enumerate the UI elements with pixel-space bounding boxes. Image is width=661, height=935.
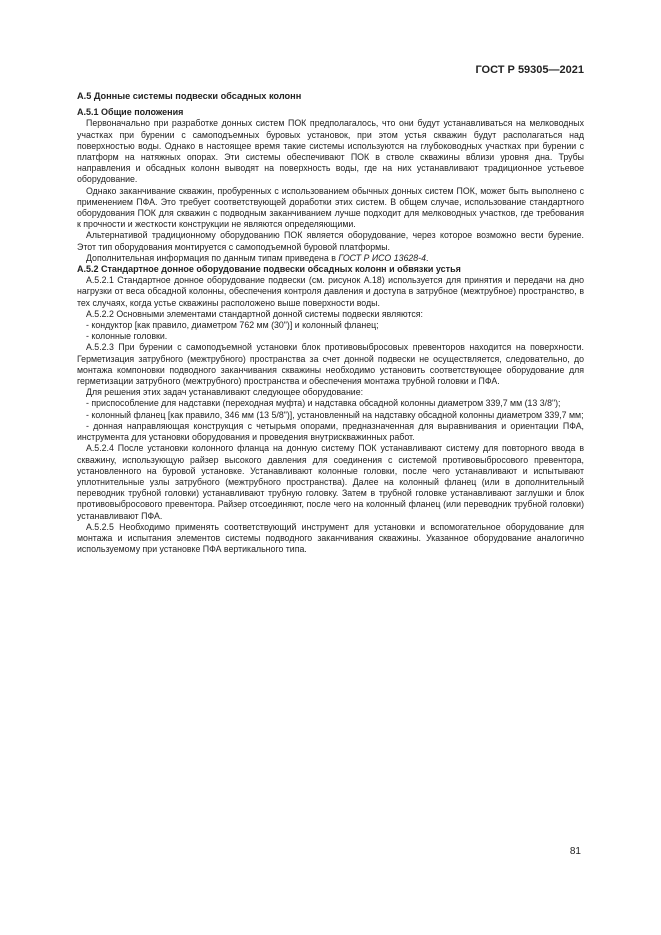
paragraph: - колонные головки.	[86, 331, 168, 342]
paragraph: Первоначально при разработке донных систем ПОК предполагалось, что они будут устанавливаться на мелководных участках при бурении с самоподъемных буровых установок, при этом устья скважин будут располагаться над поверхностью воды. Однако в настоящее время такие системы используются на глубоководных участках при бурении с платформ на натяжных опорах. Эти системы обеспечивают ПОК в стволе скважины вблизи уровня дна. Трубы направления и обсадных колонн выводят на поверхность воды, где на них устанавливают традиционное устьевое оборудование.	[77, 118, 584, 185]
section-title: А.5 Донные системы подвески обсадных колонн	[77, 91, 302, 101]
paragraph: - донная направляющая конструкция с четырьмя опорами, предназначенная для выравнивания и ориентации ПФА, инструмента для установки оборудования и проведения внутрискважинных работ.	[77, 420, 584, 443]
paragraph: Для решения этих задач устанавливают следующее оборудование:	[86, 387, 364, 398]
paragraph-additional-info: Дополнительная информация по данным типам приведена в ГОСТ Р ИСО 13628-4.	[86, 252, 429, 263]
paragraph: - колонный фланец [как правило, 346 мм (13 5/8")], установленный на надставку обсадной колонны диаметром 339,7 мм;	[86, 409, 584, 420]
subsection-general-body	[77, 118, 584, 252]
paragraph: А.5.2.5 Необходимо применять соответствующий инструмент для установки и вспомогательное оборудование для монтажа и испытания элементов системы подводного заканчивания скважины. Указанное оборудование аналогично используемому при установке ПФА вертикального типа.	[77, 521, 584, 555]
page-number: 81	[569, 846, 581, 857]
paragraph: А.5.2.4 После установки колонного фланца на донную систему ПОК устанавливают систему для повторного ввода в скважину, использующую райзер высокого давления для соединения с системой противовыбросового превентора, установленного на буровой установке. Устанавливают колонные головки, после чего устанавливают и испытывают уплотнительные узлы затрубного (межтрубного пространства). Далее на колонный фланец (или в дополнительный переводник трубной головки) устанавливают трубную головку. Затем в трубной головке устанавливают заглушки и блок противовыбросового превентора. Райзер отсоединяют, после чего на колонный фланец (или переводник трубной головки) устанавливают ПФА.	[77, 443, 584, 521]
paragraph: - приспособление для надставки (переходная муфта) и надставка обсадной колонны диаметром 339,7 мм (13 3/8");	[86, 398, 561, 409]
paragraph: А.5.2.1 Стандартное донное оборудование подвески (см. рисунок А.18) используется для принятия и передачи на дно нагрузки от веса обсадной колонны, обеспечения контроля давления и доступа в затрубное (межтрубное) пространство, в тех случаях, когда устье скважины расположено выше поверхности воды.	[77, 275, 584, 308]
document-id-header: ГОСТ Р 59305—2021	[475, 64, 584, 76]
subsection-title-general: А.5.1 Общие положения	[77, 107, 184, 118]
page-content	[77, 91, 584, 555]
standard-reference-link: ГОСТ Р ИСО 13628-4	[338, 252, 426, 263]
paragraph: Альтернативой традиционному оборудованию ПОК является оборудование, через которое возможно вести бурение. Этот тип оборудования монтируется с самоподъемной буровой платформы.	[77, 230, 584, 252]
subsection-title-standard-equipment: А.5.2 Стандартное донное оборудование подвески обсадных колонн и обвязки устья	[77, 264, 461, 275]
paragraph: - кондуктор [как правило, диаметром 762 мм (30")] и колонный фланец;	[86, 320, 379, 331]
paragraph: А.5.2.3 При бурении с самоподъемной установки блок противовыбросовых превенторов находится на поверхности. Герметизация затрубного (межтрубного) пространства за счет донной подвески не осуществляется, следовательно, до монтажа компоновки подводного заканчивания скважины необходимо установить соответствующее оборудование для герметизации затрубного (межтрубного) пространства и обеспечения монтажа трубной головки и ПФА.	[77, 342, 584, 387]
paragraph: Однако заканчивание скважин, пробуренных с использованием обычных донных систем ПОК, может быть выполнено с применением ПФА. Это требует соответствующей доработки этих систем. В общем случае, использование стандартного оборудования ПОК для скважин с подводным заканчиванием лучше подходит для мелководных участков, где требования к прочности и жесткости конструкции не являются определяющими.	[77, 185, 584, 230]
subsection-standard-equipment-body	[77, 275, 584, 555]
paragraph: А.5.2.2 Основными элементами стандартной донной системы подвески являются:	[86, 308, 423, 319]
